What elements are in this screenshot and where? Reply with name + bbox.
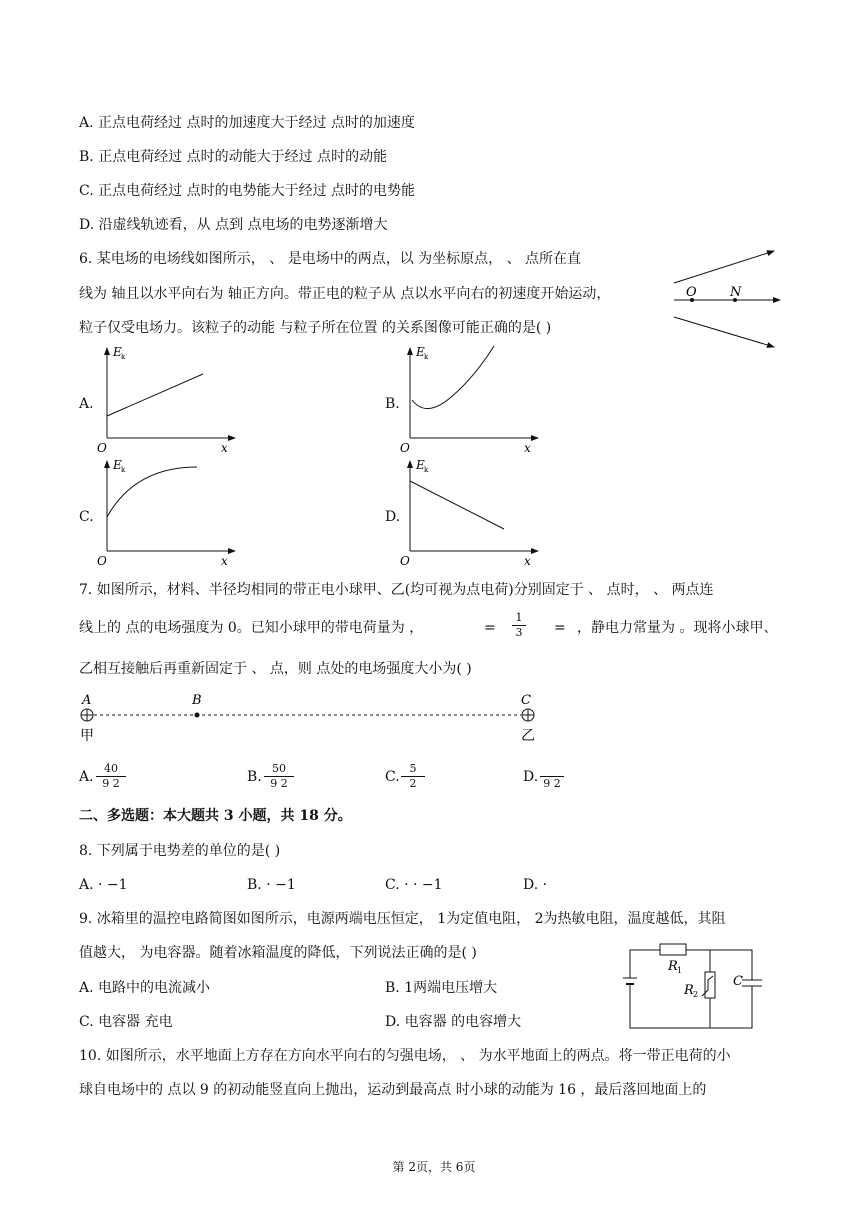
svg-text:x: x	[524, 441, 531, 455]
q9-option-a: A. 电路中的电流减小	[79, 980, 211, 996]
svg-text:E: E	[416, 458, 425, 472]
q7-charge-diagram	[78, 690, 548, 746]
q7-stem-line2b: ，静电力常量为 。现将小球甲、	[577, 620, 778, 636]
q9-circuit-diagram	[620, 940, 770, 1035]
point-b	[195, 713, 200, 718]
q7-frac-num: 1	[515, 611, 523, 624]
q6-graph-a	[95, 342, 240, 457]
svg-text:x: x	[221, 441, 228, 455]
q6-graph-d	[398, 455, 543, 570]
q8-option-b: B. · −1	[247, 877, 296, 893]
svg-text:x: x	[524, 554, 531, 568]
svg-text:2: 2	[693, 990, 699, 999]
curve-c	[107, 467, 197, 517]
svg-text:E: E	[416, 345, 425, 359]
svg-text:k: k	[121, 353, 126, 361]
svg-text:E: E	[113, 458, 122, 472]
q6-graph-b	[398, 342, 543, 457]
curve-a	[107, 374, 203, 416]
q8-option-c: C. · · −1	[385, 877, 443, 893]
svg-text:k: k	[424, 353, 429, 361]
q7-stem-line3: 乙相互接触后再重新固定于 、 点，则 点处的电场强度大小为( )	[79, 661, 472, 677]
q7-option-d-den: 9 2	[543, 777, 561, 790]
svg-text:k: k	[121, 466, 126, 474]
svg-text:x: x	[221, 554, 228, 568]
svg-text:E: E	[113, 345, 122, 359]
label-o: O	[686, 285, 697, 300]
q7-option-a-label: A.	[79, 769, 94, 785]
q8-option-d: D. ·	[523, 877, 548, 893]
svg-text:O: O	[97, 441, 107, 455]
q8-stem: 8. 下列属于电势差的单位的是( )	[79, 843, 281, 859]
label-a: A	[82, 693, 92, 708]
q9-stem-line2: 值越大， 为电容器。随着冰箱温度的降低，下列说法正确的是( )	[79, 945, 477, 961]
section-heading-multi-choice: 二、多选题：本大题共 3 小题，共 18 分。	[79, 808, 352, 824]
q7-option-b-den: 9 2	[270, 777, 288, 790]
q7-option-a-num: 40	[104, 762, 118, 775]
q9-option-b: B. 1两端电压增大	[385, 980, 498, 996]
q9-option-c: C. 电容器 充电	[79, 1014, 173, 1030]
q7-stem-line2a: 线上的 点的电场强度为 0。已知小球甲的带电荷量为 ，	[79, 620, 424, 636]
q7-option-c-num: 5	[409, 762, 417, 775]
q7-option-b-num: 50	[272, 762, 286, 775]
q6-stem-line2: 线为 轴且以水平向右为 轴正方向。带正电的粒子从 点以水平向右的初速度开始运动，	[79, 286, 611, 302]
page-footer: 第 2页，共 6页	[392, 1160, 476, 1174]
svg-text:1: 1	[677, 966, 683, 975]
q7-eq1: =	[484, 620, 496, 636]
q6-option-b-label: B.	[385, 396, 400, 412]
q7-option-b-label: B.	[247, 769, 262, 785]
q5-option-a: A. 正点电荷经过 点时的加速度大于经过 点时的加速度	[79, 115, 415, 131]
thermistor-r2	[705, 972, 715, 998]
label-n: N	[730, 285, 742, 300]
q9-stem-line1: 9. 冰箱里的温控电路简图如图所示，电源两端电压恒定， 1为定值电阻， 2为热敏电阻，温度越低，其阻	[79, 911, 726, 927]
q10-stem-line2: 球自电场中的 点以 9 的初动能竖直向上抛出，运动到最高点 时小球的动能为 16 ，最后落回地面上的	[79, 1082, 707, 1098]
label-c: C	[733, 974, 743, 989]
svg-text:k: k	[424, 466, 429, 474]
q9-option-d: D. 电容器 的电容增大	[385, 1014, 522, 1030]
q7-option-c-den: 2	[409, 777, 417, 790]
q6-option-a-label: A.	[79, 396, 94, 412]
svg-text:O: O	[400, 554, 410, 568]
field-line-lower	[674, 317, 774, 347]
resistor-r1	[660, 944, 686, 955]
q7-option-d-label: D.	[523, 769, 539, 785]
q6-graph-c	[95, 455, 240, 570]
label-r2: R	[684, 983, 694, 998]
label-yi: 乙	[521, 728, 535, 744]
q7-eq2: =	[554, 620, 566, 636]
q8-option-a: A. · −1	[79, 877, 128, 893]
curve-d	[410, 481, 504, 529]
q6-stem-line1: 6. 某电场的电场线如图所示， 、 是电场中的两点，以 为坐标原点， 、 点所在直	[79, 251, 582, 267]
label-r1: R	[668, 959, 678, 974]
q7-option-c-label: C.	[385, 769, 400, 785]
q6-option-d-label: D.	[385, 509, 401, 525]
q7-stem-line1: 7. 如图所示，材料、半径均相同的带正电小球甲、乙(均可视为点电荷)分别固定于 、 点时， 、 两点连	[79, 582, 714, 598]
svg-text:O: O	[400, 441, 410, 455]
label-jia: 甲	[80, 728, 94, 744]
label-b: B	[192, 693, 202, 708]
q7-option-a-den: 9 2	[102, 777, 120, 790]
field-line-upper	[674, 251, 774, 283]
q10-stem-line1: 10. 如图所示，水平地面上方存在方向水平向右的匀强电场， 、 为水平地面上的两点。将一带正电荷的小	[79, 1048, 731, 1064]
q7-frac-den: 3	[515, 626, 523, 639]
q6-field-lines-figure	[670, 245, 790, 355]
label-c: C	[521, 693, 531, 708]
q5-option-b: B. 正点电荷经过 点时的动能大于经过 点时的动能	[79, 149, 388, 165]
q5-option-c: C. 正点电荷经过 点时的电势能大于经过 点时的电势能	[79, 183, 416, 199]
q6-stem-line3: 粒子仅受电场力。该粒子的动能 与粒子所在位置 的关系图像可能正确的是( )	[79, 320, 552, 336]
svg-text:O: O	[97, 554, 107, 568]
q5-option-d: D. 沿虚线轨迹看，从 点到 点电场的电势逐渐增大	[79, 217, 388, 233]
q6-option-c-label: C.	[79, 509, 94, 525]
